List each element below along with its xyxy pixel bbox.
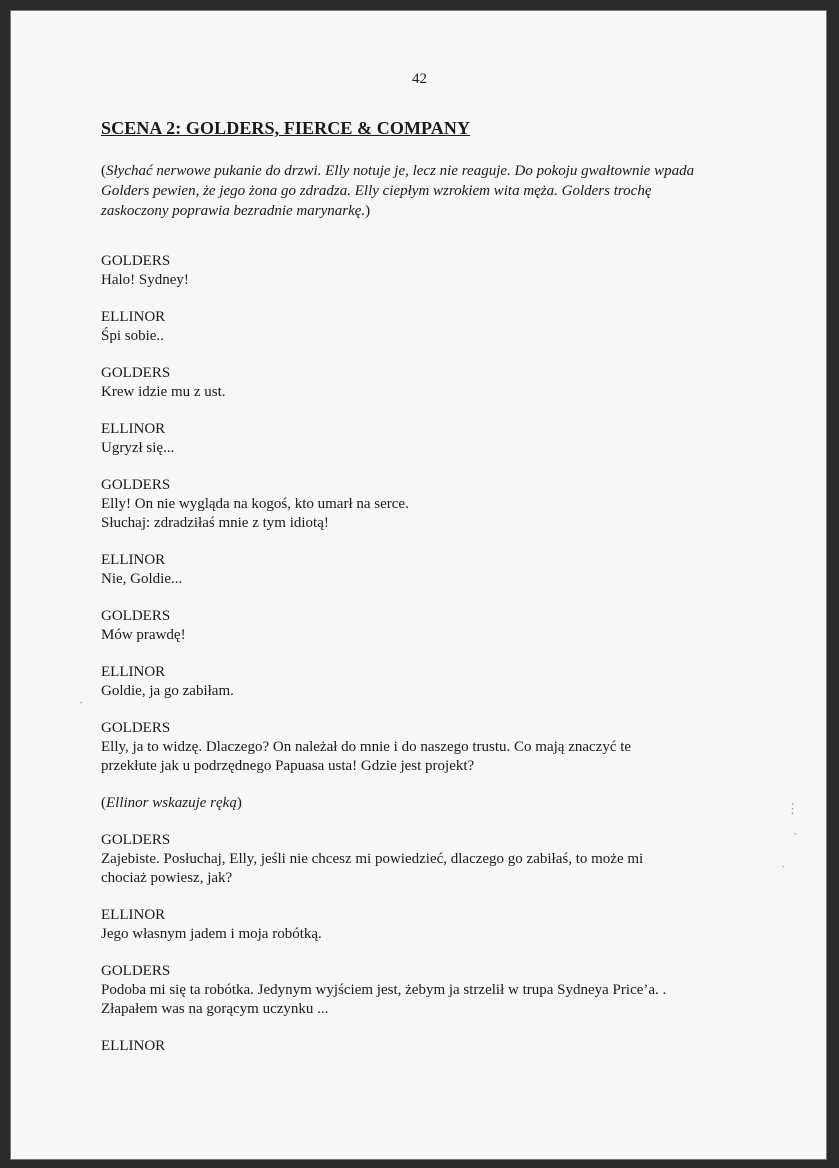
speaker-name: ELLINOR [101, 421, 166, 437]
speaker-name: ELLINOR [101, 907, 166, 923]
dialogue-block [101, 962, 751, 1019]
dialogue-line: Halo! Sydney! [101, 272, 189, 288]
dialogue-line: Goldie, ja go zabiłam. [101, 683, 234, 699]
dialogue-block [101, 607, 751, 645]
dialogue-line: Słuchaj: zdradziłaś mnie z tym idiotą! [101, 515, 329, 531]
dialogue-block [101, 308, 751, 346]
dialogue-line: chociaż powiesz, jak? [101, 870, 233, 886]
dialogue-block [101, 719, 751, 776]
scan-speck: · [793, 826, 798, 841]
dialogue-line: Śpi sobie.. [101, 328, 164, 344]
document-page [10, 10, 827, 1160]
dialogue-line: Ugryzł się... [101, 440, 175, 456]
stage-direction-text: Ellinor wskazuje ręką [106, 795, 237, 811]
dialogue-line: Krew idzie mu z ust. [101, 384, 226, 400]
dialogue-line: przekłute jak u podrzędnego Papuasa usta! Gdzie jest projekt? [101, 758, 475, 774]
speaker-name: GOLDERS [101, 963, 171, 979]
speaker-name: ELLINOR [101, 1038, 166, 1054]
speaker-name: GOLDERS [101, 253, 171, 269]
dialogue-line: Nie, Goldie... [101, 571, 183, 587]
page-number: 42 [412, 71, 427, 87]
dialogue-block [101, 252, 751, 290]
scan-speck: ⋮ [786, 801, 799, 816]
speaker-name: GOLDERS [101, 365, 171, 381]
dialogue-block [101, 364, 751, 402]
dialogue-block [101, 476, 751, 533]
scene-title: SCENA 2: GOLDERS, FIERCE & COMPANY [101, 118, 471, 138]
dialogue-block [101, 420, 751, 458]
stage-direction-text: Słychać nerwowe pukanie do drzwi. Elly notuje je, lecz nie reaguje. Do pokoju gwałtownie wpada Golders pewien, że jego żona go zdradza. Elly ciepłym wzrokiem wita męża. Golders trochę zaskoczony poprawia bezradnie marynarkę. [101, 163, 695, 219]
scan-speck: · [79, 695, 84, 710]
paren-open: ( [101, 795, 106, 811]
dialogue-line: Elly! On nie wygląda na kogoś, kto umarł na serce. [101, 496, 409, 512]
scan-speck: · [781, 859, 786, 874]
dialogue-line: Zajebiste. Posłuchaj, Elly, jeśli nie chcesz mi powiedzieć, dlaczego go zabiłaś, to może mi [101, 851, 644, 867]
speaker-name: GOLDERS [101, 720, 171, 736]
dialogue [101, 252, 751, 1074]
dialogue-block [101, 906, 751, 944]
dialogue-line: Podoba mi się ta robótka. Jedynym wyjściem jest, żebym ja strzelił w trupa Sydneya Price’a. . [101, 982, 667, 998]
dialogue-block [101, 1037, 751, 1056]
paren-close: ) [365, 203, 371, 219]
stage-direction [101, 794, 751, 813]
speaker-name: ELLINOR [101, 309, 166, 325]
dialogue-block [101, 831, 751, 888]
paren-close: ) [236, 795, 242, 811]
dialogue-line: Złapałem was na gorącym uczynku ... [101, 1001, 329, 1017]
speaker-name: GOLDERS [101, 832, 171, 848]
stage-direction-intro [101, 161, 721, 221]
dialogue-block [101, 551, 751, 589]
dialogue-line: Mów prawdę! [101, 627, 186, 643]
dialogue-block [101, 663, 751, 701]
dialogue-line: Elly, ja to widzę. Dlaczego? On należał do mnie i do naszego trustu. Co mają znaczyć te [101, 739, 632, 755]
speaker-name: GOLDERS [101, 608, 171, 624]
speaker-name: ELLINOR [101, 552, 166, 568]
dialogue-line: Jego własnym jadem i moja robótką. [101, 926, 322, 942]
paren-open: ( [101, 163, 106, 179]
speaker-name: ELLINOR [101, 664, 166, 680]
speaker-name: GOLDERS [101, 477, 171, 493]
